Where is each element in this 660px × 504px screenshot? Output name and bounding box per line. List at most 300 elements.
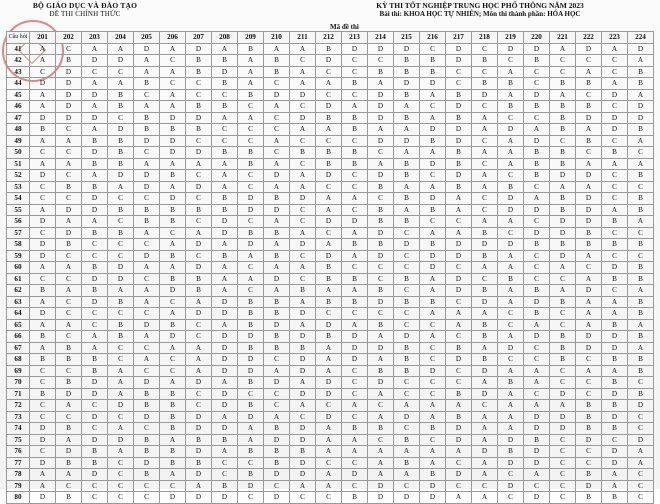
answer-cell: A — [82, 101, 108, 113]
answer-cell: B — [394, 273, 420, 285]
answer-cell: C — [394, 250, 420, 262]
answer-cell: D — [160, 492, 186, 504]
answer-cell: B — [576, 78, 602, 90]
answer-cell: D — [368, 480, 394, 492]
answer-cell: D — [550, 216, 576, 228]
answer-cell: D — [394, 331, 420, 343]
answer-cell: C — [56, 250, 82, 262]
answer-cell: C — [238, 492, 264, 504]
answer-cell: B — [212, 78, 238, 90]
answer-cell: A — [394, 181, 420, 193]
answer-cell: C — [602, 250, 628, 262]
answer-cell: B — [446, 181, 472, 193]
answer-cell: C — [160, 296, 186, 308]
answer-cell: C — [108, 308, 134, 320]
answer-cell: D — [446, 43, 472, 55]
answer-cell: D — [472, 239, 498, 251]
answer-cell: C — [446, 457, 472, 469]
answer-cell: B — [446, 388, 472, 400]
answer-cell: B — [186, 457, 212, 469]
answer-cell: B — [160, 124, 186, 136]
answer-cell: D — [264, 492, 290, 504]
answer-cell: A — [56, 319, 82, 331]
answer-cell: B — [550, 354, 576, 366]
answer-cell: D — [82, 388, 108, 400]
answer-cell: A — [82, 170, 108, 182]
answer-cell: A — [602, 365, 628, 377]
answer-cell: A — [498, 158, 524, 170]
answer-cell: B — [238, 147, 264, 159]
answer-cell: A — [56, 434, 82, 446]
table-row — [7, 216, 654, 228]
answer-cell: A — [30, 342, 56, 354]
answer-cell: B — [108, 227, 134, 239]
answer-cell: A — [472, 434, 498, 446]
answer-cell: B — [186, 55, 212, 67]
answer-cell: D — [134, 377, 160, 389]
answer-cell: D — [290, 331, 316, 343]
answer-cell: C — [394, 423, 420, 435]
answer-cell: C — [82, 319, 108, 331]
question-number: 52 — [7, 170, 30, 182]
answer-cell: A — [368, 469, 394, 481]
question-number: 79 — [7, 480, 30, 492]
answer-cell: C — [186, 216, 212, 228]
answer-cell: B — [602, 273, 628, 285]
answer-cell: B — [524, 101, 550, 113]
answer-cell: A — [56, 262, 82, 274]
answer-cell: D — [238, 365, 264, 377]
answer-cell: D — [420, 158, 446, 170]
answer-cell: D — [212, 354, 238, 366]
answer-cell: A — [446, 227, 472, 239]
answer-cell: D — [134, 181, 160, 193]
answer-cell: C — [524, 342, 550, 354]
answer-cell: B — [108, 101, 134, 113]
answer-cell: B — [264, 66, 290, 78]
answer-cell: B — [186, 434, 212, 446]
answer-cell: D — [186, 411, 212, 423]
answer-cell: D — [186, 112, 212, 124]
answer-cell: A — [290, 319, 316, 331]
answer-cell: D — [342, 331, 368, 343]
answer-cell: A — [212, 273, 238, 285]
answer-cell: D — [394, 135, 420, 147]
answer-cell: A — [238, 434, 264, 446]
answer-cell: C — [264, 147, 290, 159]
answer-cell: B — [550, 124, 576, 136]
answer-cell: B — [160, 457, 186, 469]
exam-code-header: 220 — [524, 32, 550, 44]
answer-cell: A — [316, 78, 342, 90]
answer-cell: B — [160, 411, 186, 423]
answer-cell: B — [186, 66, 212, 78]
answer-cell: D — [134, 43, 160, 55]
answer-cell: B — [238, 158, 264, 170]
answer-cell: D — [82, 89, 108, 101]
answer-cell: B — [186, 285, 212, 297]
answer-cell: C — [342, 457, 368, 469]
answer-cell: D — [56, 78, 82, 90]
answer-cell: C — [524, 262, 550, 274]
answer-cell: A — [290, 480, 316, 492]
answer-cell: C — [290, 204, 316, 216]
answer-cell: B — [602, 377, 628, 389]
answer-cell: B — [394, 193, 420, 205]
answer-cell: D — [472, 89, 498, 101]
answer-cell: C — [472, 193, 498, 205]
answer-cell: D — [576, 342, 602, 354]
answer-cell: C — [238, 170, 264, 182]
answer-cell: A — [446, 400, 472, 412]
answer-cell: C — [524, 78, 550, 90]
answer-cell: B — [472, 250, 498, 262]
answer-cell: B — [290, 446, 316, 458]
answer-cell: D — [342, 43, 368, 55]
answer-cell: D — [602, 388, 628, 400]
answer-cell: C — [524, 480, 550, 492]
answer-cell: B — [472, 55, 498, 67]
answer-cell: A — [212, 112, 238, 124]
answer-cell: A — [472, 181, 498, 193]
answer-cell: D — [316, 101, 342, 113]
question-number: 41 — [7, 43, 30, 55]
answer-cell: B — [160, 273, 186, 285]
answer-cell: D — [82, 296, 108, 308]
answer-cell: C — [186, 78, 212, 90]
answer-cell: A — [238, 112, 264, 124]
answer-cell: B — [134, 400, 160, 412]
answer-cell: D — [524, 457, 550, 469]
answer-cell: B — [446, 89, 472, 101]
question-number: 46 — [7, 101, 30, 113]
answer-cell: B — [368, 204, 394, 216]
answer-cell: A — [56, 216, 82, 228]
answer-cell: B — [238, 296, 264, 308]
answer-cell: D — [212, 216, 238, 228]
answer-cell: A — [316, 342, 342, 354]
answer-cell: A — [290, 66, 316, 78]
answer-cell: B — [576, 423, 602, 435]
answer-cell: D — [238, 239, 264, 251]
answer-cell: C — [342, 308, 368, 320]
answer-cell: C — [524, 181, 550, 193]
answer-cell: D — [446, 469, 472, 481]
answer-cell: B — [498, 101, 524, 113]
answer-cell: D — [264, 89, 290, 101]
answer-cell: C — [498, 354, 524, 366]
answer-cell: C — [108, 492, 134, 504]
answer-cell: D — [498, 342, 524, 354]
answer-cell: B — [394, 158, 420, 170]
answer-cell: A — [238, 250, 264, 262]
answer-cell: C — [186, 400, 212, 412]
answer-cell: B — [82, 354, 108, 366]
answer-cell: B — [368, 285, 394, 297]
answer-cell: A — [342, 193, 368, 205]
answer-cell: B — [576, 101, 602, 113]
answer-cell: A — [316, 365, 342, 377]
answer-cell: B — [56, 239, 82, 251]
answer-cell: C — [550, 55, 576, 67]
answer-cell: D — [264, 273, 290, 285]
exam-code-header: 210 — [264, 32, 290, 44]
answer-cell: D — [524, 135, 550, 147]
answer-cell: C — [368, 308, 394, 320]
answer-cell: A — [160, 377, 186, 389]
table-row — [7, 308, 654, 320]
question-number: 75 — [7, 434, 30, 446]
answer-cell: C — [108, 239, 134, 251]
answer-cell: B — [134, 78, 160, 90]
answer-cell: B — [524, 308, 550, 320]
answer-cell: A — [368, 411, 394, 423]
answer-cell: C — [160, 78, 186, 90]
answer-cell: A — [420, 89, 446, 101]
answer-cell: B — [160, 446, 186, 458]
answer-cell: B — [524, 239, 550, 251]
answer-table-body — [7, 43, 654, 503]
answer-cell: B — [628, 239, 654, 251]
answer-cell: C — [82, 66, 108, 78]
answer-cell: A — [108, 377, 134, 389]
answer-cell: A — [160, 66, 186, 78]
answer-cell: C — [316, 227, 342, 239]
answer-cell: B — [550, 296, 576, 308]
answer-cell: D — [342, 216, 368, 228]
answer-cell: C — [342, 55, 368, 67]
answer-cell: A — [368, 457, 394, 469]
answer-cell: B — [316, 273, 342, 285]
answer-cell: A — [420, 147, 446, 159]
answer-cell: C — [602, 170, 628, 182]
answer-cell: D — [160, 135, 186, 147]
answer-cell: C — [550, 365, 576, 377]
answer-cell: C — [368, 147, 394, 159]
answer-cell: C — [30, 446, 56, 458]
answer-cell: C — [394, 227, 420, 239]
answer-cell: B — [56, 181, 82, 193]
answer-cell: C — [628, 250, 654, 262]
answer-cell: B — [30, 331, 56, 343]
answer-cell: C — [212, 124, 238, 136]
answer-cell: B — [368, 66, 394, 78]
answer-cell: D — [472, 296, 498, 308]
answer-cell: A — [498, 216, 524, 228]
answer-cell: B — [420, 66, 446, 78]
answer-cell: C — [82, 400, 108, 412]
answer-cell: C — [420, 216, 446, 228]
answer-cell: A — [394, 124, 420, 136]
answer-cell: D — [56, 112, 82, 124]
answer-cell: D — [212, 388, 238, 400]
answer-cell: B — [56, 377, 82, 389]
answer-cell: B — [446, 158, 472, 170]
answer-cell: A — [108, 388, 134, 400]
answer-cell: B — [238, 400, 264, 412]
answer-cell: B — [394, 170, 420, 182]
answer-cell: D — [212, 308, 238, 320]
answer-cell: C — [30, 193, 56, 205]
answer-cell: A — [186, 480, 212, 492]
answer-cell: B — [602, 239, 628, 251]
answer-cell: B — [628, 204, 654, 216]
answer-cell: D — [290, 308, 316, 320]
answer-cell: A — [524, 319, 550, 331]
answer-cell: D — [82, 193, 108, 205]
answer-cell: B — [628, 354, 654, 366]
answer-cell: C — [238, 285, 264, 297]
table-row — [7, 112, 654, 124]
answer-cell: C — [238, 388, 264, 400]
answer-cell: D — [420, 492, 446, 504]
answer-cell: B — [446, 411, 472, 423]
answer-cell: A — [56, 400, 82, 412]
answer-cell: A — [290, 181, 316, 193]
answer-cell: A — [264, 239, 290, 251]
answer-cell: D — [134, 457, 160, 469]
answer-cell: D — [446, 55, 472, 67]
answer-cell: B — [524, 158, 550, 170]
answer-cell: D — [82, 273, 108, 285]
answer-cell: B — [264, 331, 290, 343]
answer-cell: D — [186, 262, 212, 274]
answer-cell: B — [550, 239, 576, 251]
answer-cell: B — [524, 170, 550, 182]
answer-cell: C — [420, 342, 446, 354]
answer-cell: B — [160, 250, 186, 262]
answer-cell: D — [82, 204, 108, 216]
answer-cell: A — [30, 135, 56, 147]
answer-cell: D — [134, 411, 160, 423]
exam-code-header: 205 — [134, 32, 160, 44]
answer-cell: B — [264, 296, 290, 308]
question-column-header: Câu hỏi — [7, 32, 30, 44]
answer-cell: B — [238, 469, 264, 481]
answer-cell: B — [108, 204, 134, 216]
answer-cell: B — [212, 204, 238, 216]
answer-cell: C — [472, 66, 498, 78]
answer-cell: D — [56, 101, 82, 113]
answer-cell: D — [316, 377, 342, 389]
answer-cell: A — [498, 296, 524, 308]
answer-cell: A — [212, 262, 238, 274]
answer-cell: B — [342, 112, 368, 124]
answer-cell: A — [576, 296, 602, 308]
answer-cell: A — [30, 469, 56, 481]
answer-cell: D — [264, 434, 290, 446]
answer-cell: A — [446, 319, 472, 331]
answer-cell: B — [82, 158, 108, 170]
answer-cell: B — [394, 365, 420, 377]
answer-cell: A — [212, 285, 238, 297]
answer-cell: B — [316, 112, 342, 124]
answer-cell: A — [264, 181, 290, 193]
answer-cell: A — [290, 170, 316, 182]
answer-cell: C — [342, 66, 368, 78]
answer-cell: D — [290, 469, 316, 481]
answer-cell: C — [394, 388, 420, 400]
answer-cell: D — [628, 43, 654, 55]
answer-cell: C — [238, 101, 264, 113]
table-row — [7, 135, 654, 147]
answer-cell: C — [550, 66, 576, 78]
answer-cell: D — [108, 124, 134, 136]
answer-cell: C — [290, 273, 316, 285]
answer-cell: D — [238, 411, 264, 423]
answer-cell: B — [264, 423, 290, 435]
answer-cell: A — [498, 388, 524, 400]
answer-cell: D — [82, 112, 108, 124]
answer-cell: D — [342, 354, 368, 366]
answer-cell: C — [108, 216, 134, 228]
answer-cell: D — [420, 250, 446, 262]
answer-cell: C — [30, 400, 56, 412]
answer-cell: B — [602, 147, 628, 159]
answer-cell: B — [420, 239, 446, 251]
answer-cell: D — [498, 434, 524, 446]
answer-cell: C — [420, 170, 446, 182]
answer-cell: A — [160, 43, 186, 55]
table-row — [7, 457, 654, 469]
answer-cell: A — [30, 204, 56, 216]
answer-cell: A — [446, 446, 472, 458]
answer-cell: D — [498, 193, 524, 205]
answer-cell: A — [56, 285, 82, 297]
answer-cell: D — [82, 469, 108, 481]
answer-cell: C — [56, 411, 82, 423]
answer-cell: C — [160, 365, 186, 377]
answer-cell: B — [108, 158, 134, 170]
question-number: 54 — [7, 193, 30, 205]
answer-cell: C — [56, 170, 82, 182]
answer-cell: C — [238, 181, 264, 193]
answer-cell: A — [420, 308, 446, 320]
answer-cell: A — [134, 331, 160, 343]
ministry-heading — [10, 2, 160, 18]
answer-cell: B — [238, 227, 264, 239]
answer-cell: D — [108, 262, 134, 274]
answer-cell: C — [368, 400, 394, 412]
answer-cell: A — [290, 377, 316, 389]
answer-cell: D — [134, 170, 160, 182]
answer-cell: C — [628, 469, 654, 481]
answer-cell: D — [602, 342, 628, 354]
answer-cell: A — [550, 181, 576, 193]
answer-cell: B — [576, 400, 602, 412]
answer-cell: A — [212, 181, 238, 193]
answer-cell: C — [472, 273, 498, 285]
table-row — [7, 365, 654, 377]
answer-cell: D — [238, 193, 264, 205]
answer-cell: B — [238, 342, 264, 354]
answer-cell: D — [446, 101, 472, 113]
answer-cell: D — [472, 446, 498, 458]
answer-cell: C — [186, 388, 212, 400]
answer-cell: B — [134, 204, 160, 216]
answer-cell: A — [498, 331, 524, 343]
answer-cell: A — [160, 434, 186, 446]
answer-cell: D — [446, 170, 472, 182]
answer-cell: D — [576, 331, 602, 343]
answer-cell: B — [82, 285, 108, 297]
answer-cell: C — [186, 319, 212, 331]
answer-cell: C — [576, 89, 602, 101]
answer-cell: C — [30, 411, 56, 423]
answer-cell: A — [186, 296, 212, 308]
question-number: 51 — [7, 158, 30, 170]
answer-cell: A — [212, 446, 238, 458]
